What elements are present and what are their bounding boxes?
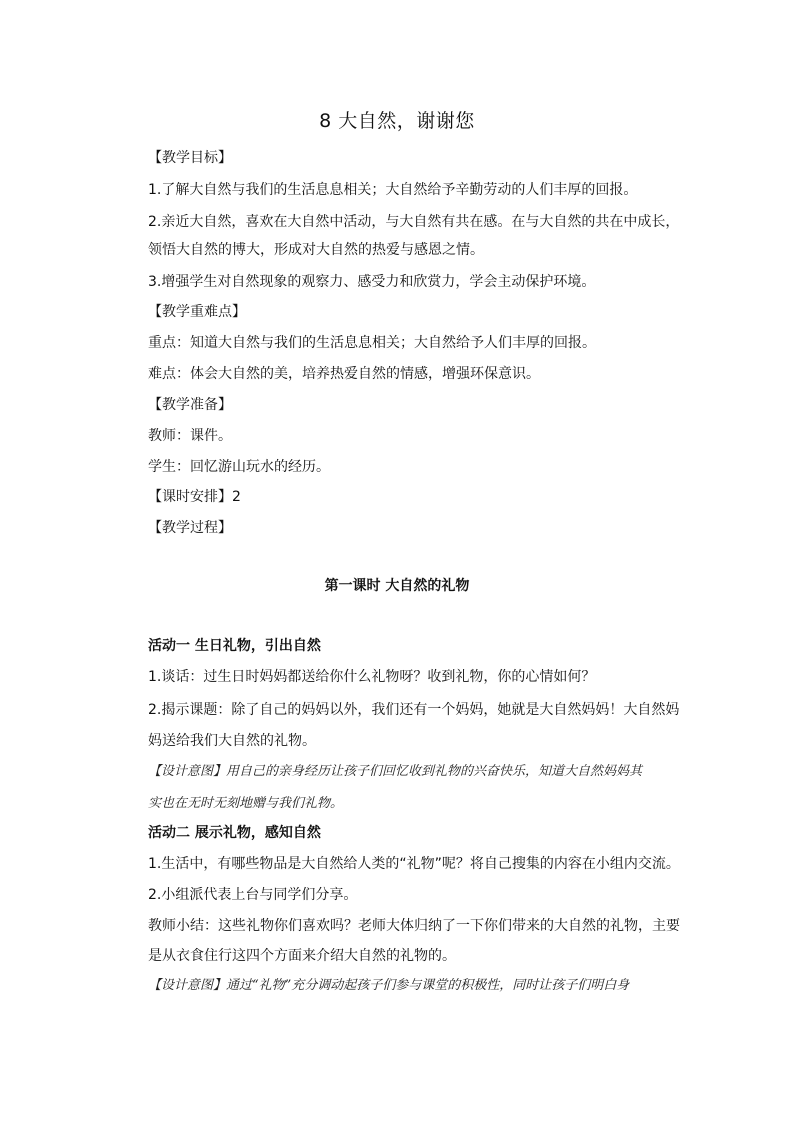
- section-heading-schedule: 【课时安排】2: [148, 489, 241, 505]
- objective-2-line-2: 领悟大自然的博大，形成对大自然的热爱与感恩之情。: [148, 242, 484, 258]
- objective-2-line-1: 2.亲近大自然，喜欢在大自然中活动，与大自然有共在感。在与大自然的共在中成长，: [148, 214, 680, 230]
- objective-1: 1.了解大自然与我们的生活息息相关；大自然给予辛勤劳动的人们丰厚的回报。: [148, 182, 638, 198]
- student-preparation: 学生：回忆游山玩水的经历。: [148, 459, 330, 475]
- section-heading-objectives: 【教学目标】: [148, 150, 232, 166]
- activity-1-item-2-line-1: 2.揭示课题：除了自己的妈妈以外，我们还有一个妈妈，她就是大自然妈妈！大自然妈: [148, 702, 680, 718]
- activity-2-item-1: 1.生活中，有哪些物品是大自然给人类的“礼物”呢？将自己搜集的内容在小组内交流。: [148, 856, 680, 872]
- activity-2-heading: 活动二 展示礼物，感知自然: [148, 825, 321, 841]
- activity-1-design-intent-line-1: 【设计意图】用自己的亲身经历让孩子们回忆收到礼物的兴奋快乐，知道大自然妈妈其: [148, 764, 643, 779]
- activity-1-design-intent-line-2: 实也在无时无刻地赠与我们礼物。: [148, 796, 344, 811]
- difficult-point: 难点：体会大自然的美，培养热爱自然的情感，增强环保意识。: [148, 366, 540, 382]
- teacher-summary-line-2: 是从衣食住行这四个方面来介绍大自然的礼物的。: [148, 948, 456, 964]
- activity-1-item-1: 1.谈话：过生日时妈妈都送给你什么礼物呀？收到礼物，你的心情如何？: [148, 669, 596, 685]
- section-heading-key-points: 【教学重难点】: [148, 304, 246, 320]
- lesson-title: 第一课时 大自然的礼物: [324, 578, 470, 594]
- section-heading-preparation: 【教学准备】: [148, 397, 232, 413]
- activity-2-item-2: 2.小组派代表上台与同学们分享。: [148, 887, 358, 903]
- teacher-preparation: 教师：课件。: [148, 428, 232, 444]
- objective-3: 3.增强学生对自然现象的观察力、感受力和欣赏力，学会主动保护环境。: [148, 274, 596, 290]
- key-point: 重点：知道大自然与我们的生活息息相关；大自然给予人们丰厚的回报。: [148, 335, 596, 351]
- activity-2-design-intent-line-1: 【设计意图】通过“礼物”充分调动起孩子们参与课堂的积极性，同时让孩子们明白身: [148, 978, 630, 993]
- section-heading-process: 【教学过程】: [148, 520, 232, 536]
- teacher-summary-line-1: 教师小结：这些礼物你们喜欢吗？老师大体归纳了一下你们带来的大自然的礼物，主要: [148, 918, 680, 934]
- activity-1-heading: 活动一 生日礼物，引出自然: [148, 638, 321, 654]
- page-title: 8 大自然，谢谢您: [319, 110, 475, 132]
- activity-1-item-2-line-2: 妈送给我们大自然的礼物。: [148, 733, 316, 749]
